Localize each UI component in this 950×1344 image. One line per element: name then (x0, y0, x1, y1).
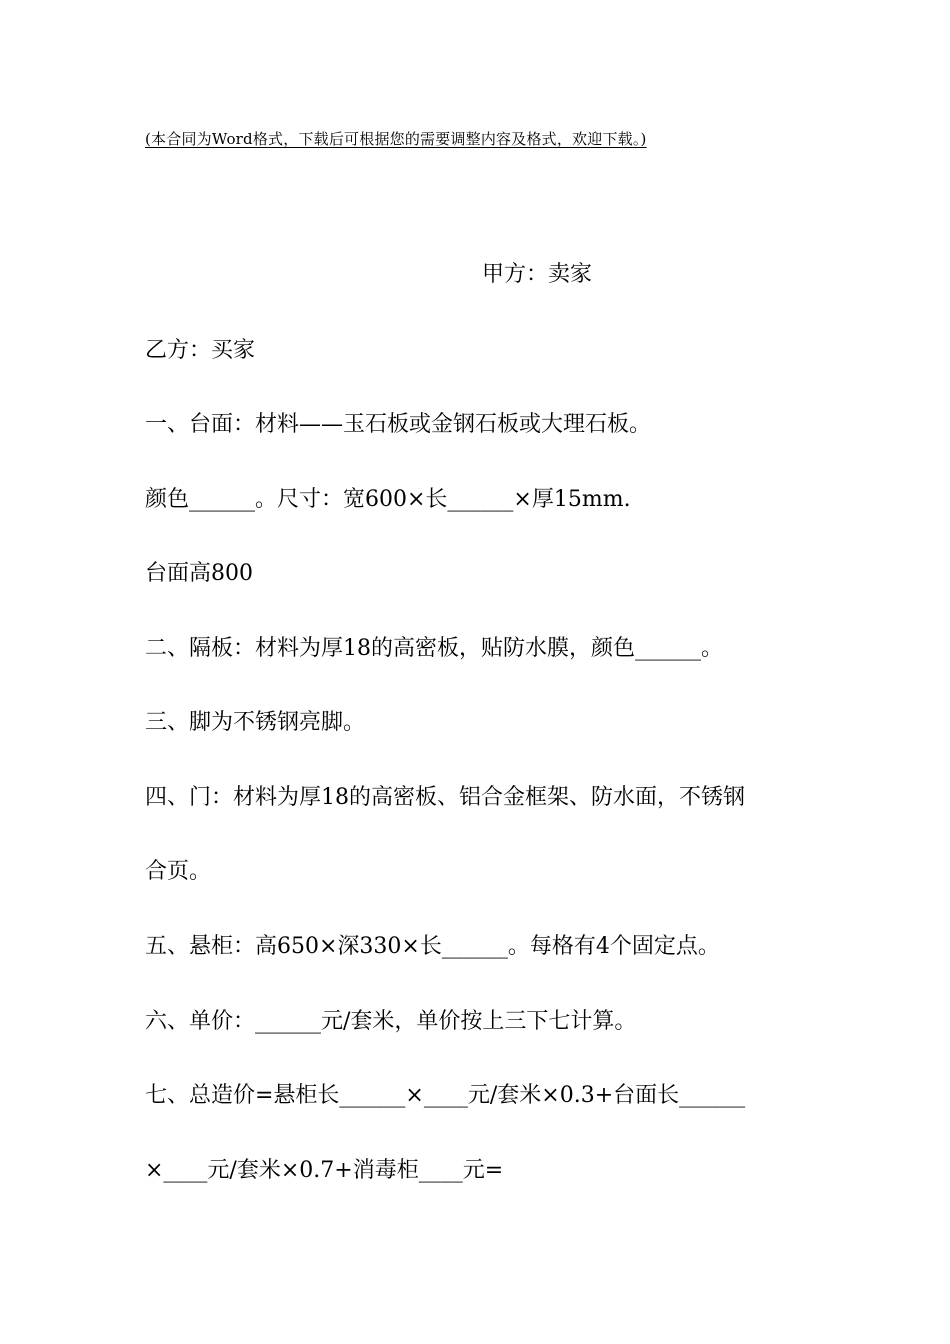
clause-1-countertop: 一、台面：材料——玉石板或金钢石板或大理石板。 (145, 412, 652, 437)
clause-1-height: 台面高800 (145, 561, 253, 586)
clause-4-door: 四、门：材料为厚18的高密板、铝合金框架、防水面，不锈钢 (145, 785, 745, 810)
clause-7-total-price-continued: ×____元/套米×0.7+消毒柜____元= (145, 1158, 504, 1183)
party-a-label: 甲方：卖家 (482, 262, 593, 287)
clause-1-color-size: 颜色______。尺寸：宽600×长______×厚15mm. (145, 487, 631, 512)
clause-5-wall-cabinet: 五、悬柜：高650×深330×长______。每格有4个固定点。 (145, 934, 720, 959)
clause-3-legs: 三、脚为不锈钢亮脚。 (145, 710, 366, 735)
clause-7-total-price: 七、总造价=悬柜长______×____元/套米×0.3+台面长______ (145, 1083, 746, 1108)
clause-4-door-continued: 合页。 (145, 859, 212, 884)
clause-6-unit-price: 六、单价：______元/套米，单价按上三下七计算。 (145, 1009, 637, 1034)
party-b-label: 乙方：买家 (145, 338, 256, 363)
clause-2-shelf: 二、隔板：材料为厚18的高密板，贴防水膜，颜色______。 (145, 636, 723, 661)
format-notice: (本合同为Word格式，下载后可根据您的需要调整内容及格式，欢迎下载。) (145, 130, 647, 148)
